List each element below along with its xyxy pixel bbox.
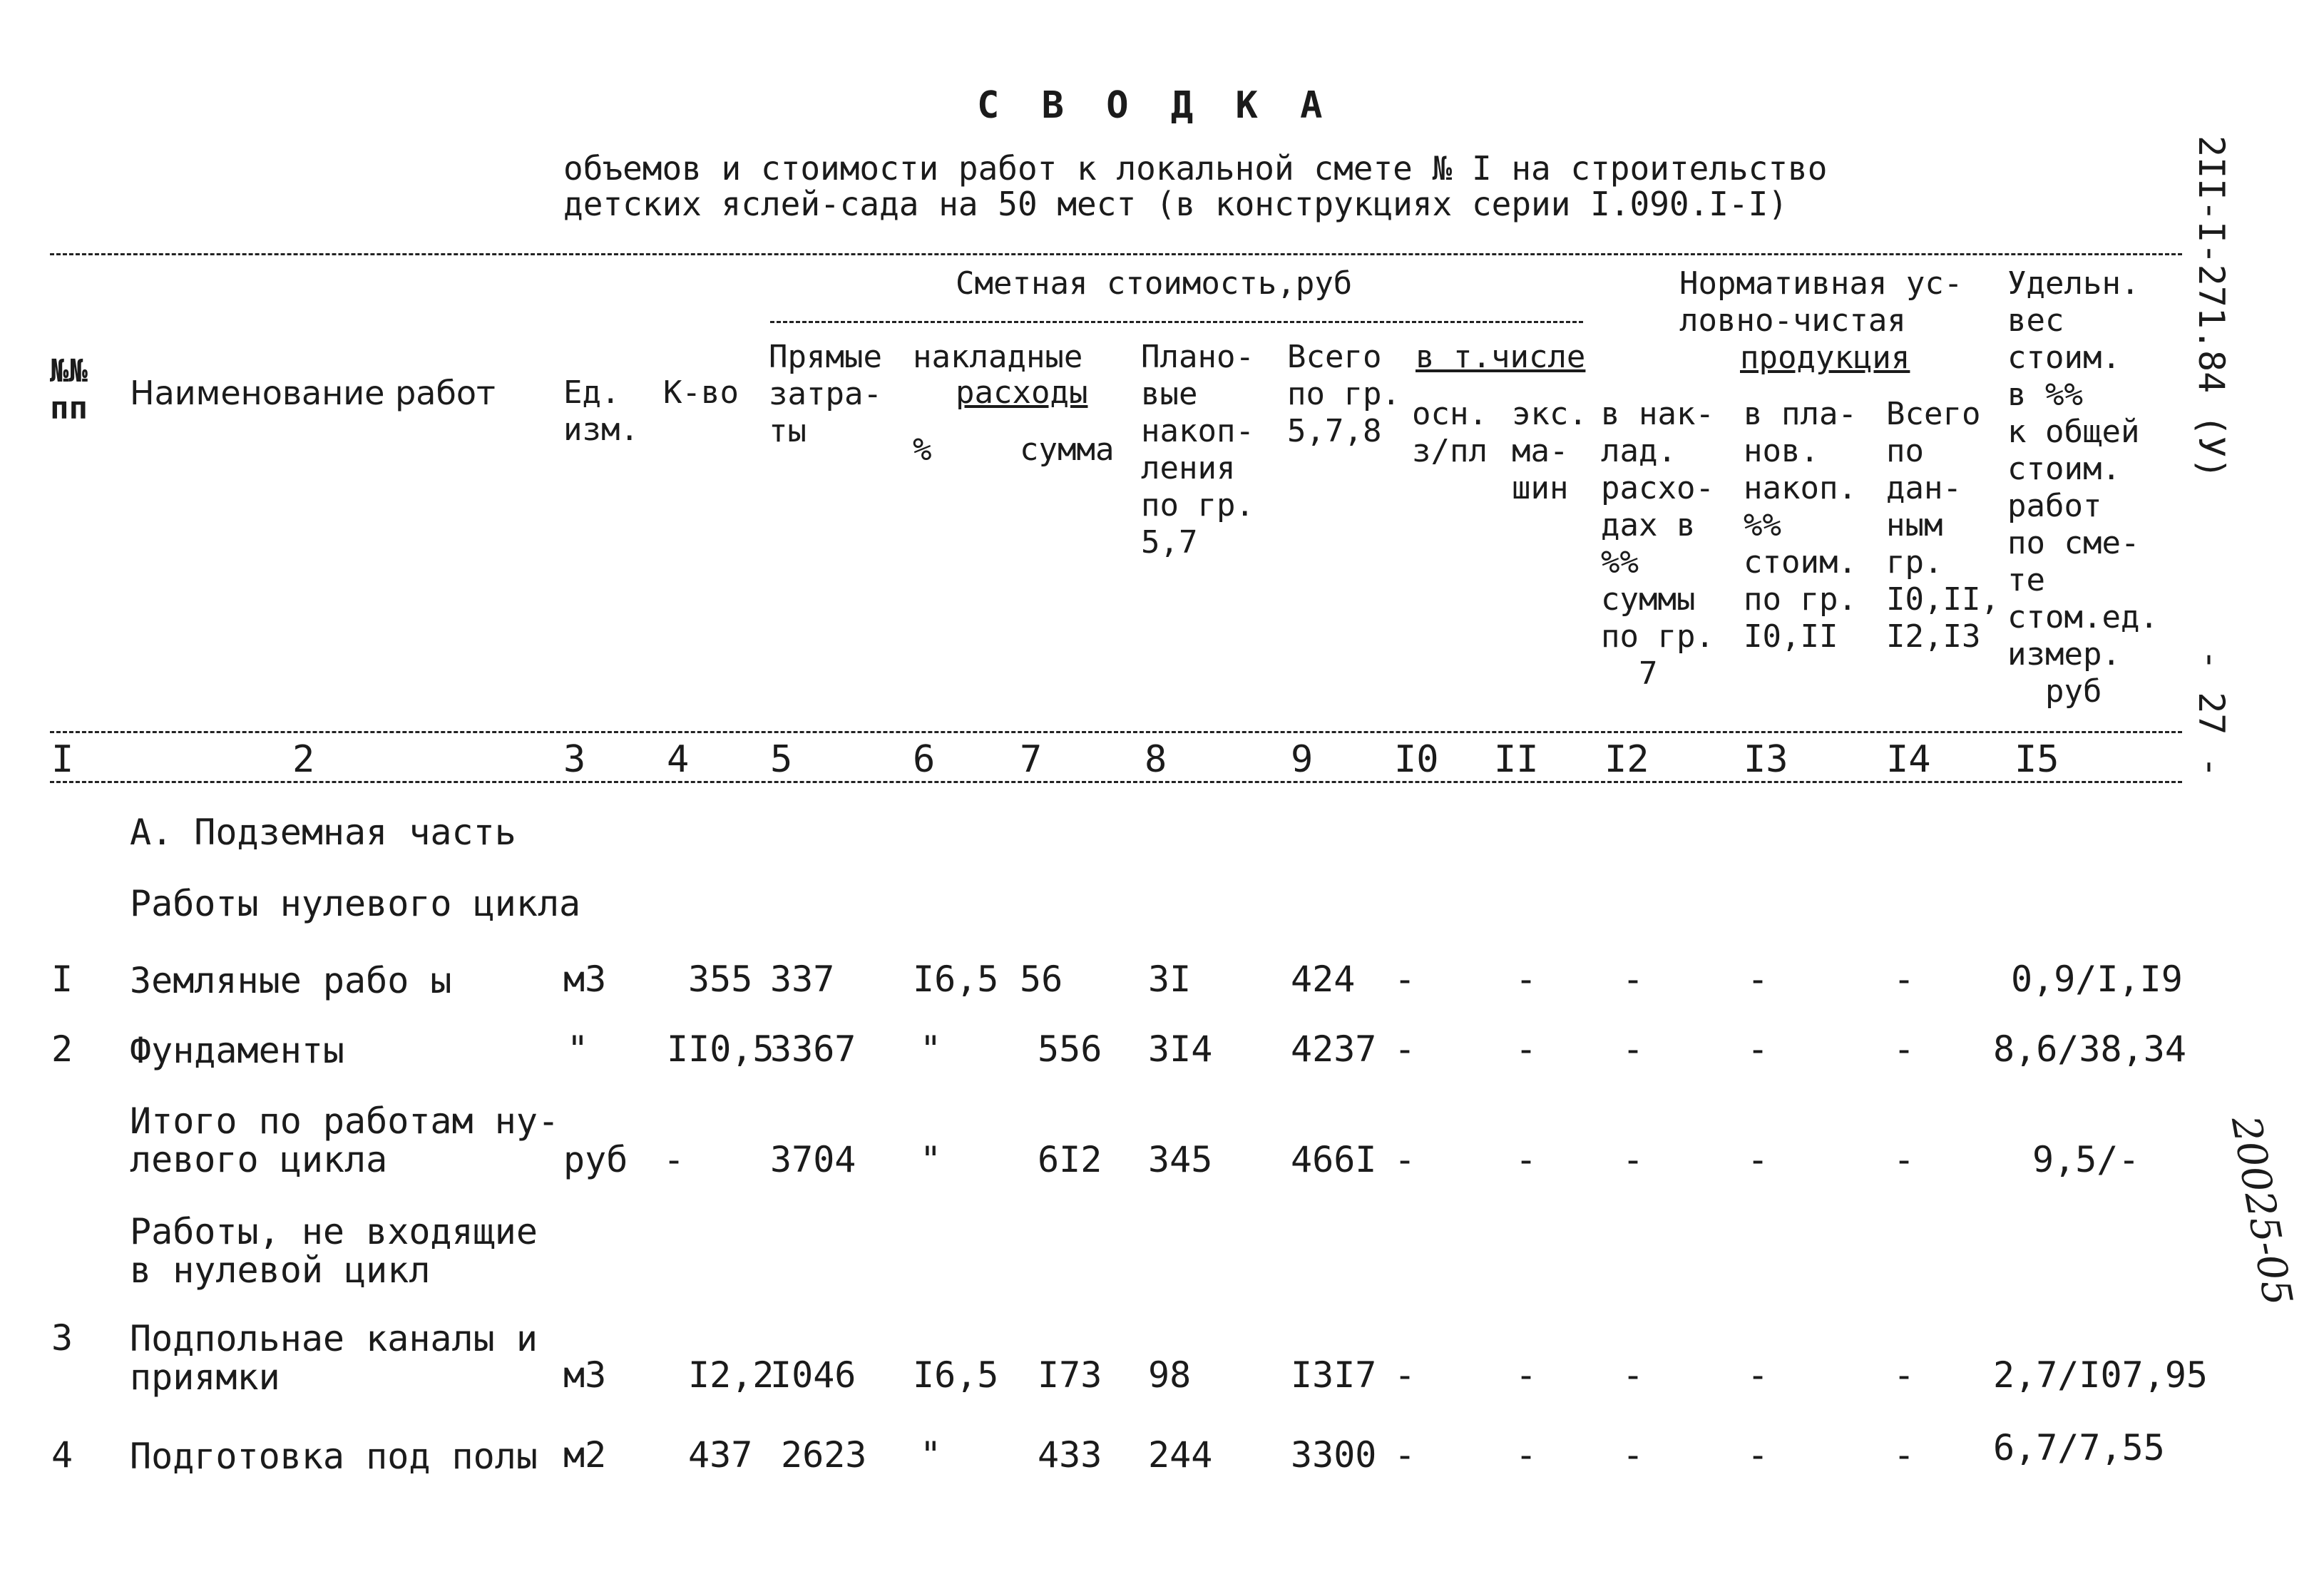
row-c14: - <box>1893 1139 1915 1180</box>
column-number: I3 <box>1744 738 1788 781</box>
row-name: Земляные рабо ы <box>130 960 452 1001</box>
column-number: 8 <box>1145 738 1167 781</box>
row-unit: руб <box>563 1139 628 1180</box>
row-c11: - <box>1515 1434 1537 1476</box>
cost-group-rule <box>770 321 1583 323</box>
row-c13: - <box>1747 959 1769 1000</box>
column-number: 3 <box>563 738 586 781</box>
row-qty: - <box>663 1139 685 1180</box>
column-number: I4 <box>1886 738 1931 781</box>
stamp-number: 20025-05 <box>2221 1113 2301 1309</box>
row-pct: " <box>920 1028 942 1070</box>
column-number: I0 <box>1394 738 1439 781</box>
row-name: Подготовка под полы <box>130 1436 538 1477</box>
row-total: 424 <box>1291 959 1356 1000</box>
row-sum: 56 <box>1020 959 1063 1000</box>
row-c12: - <box>1622 1434 1644 1476</box>
row-c10: - <box>1394 1434 1416 1476</box>
colnum-bottom-rule <box>50 781 2182 783</box>
row-c13: - <box>1747 1434 1769 1476</box>
header-col14: Всего по дан- ным гр. I0,II, I2,I3 <box>1886 396 2000 655</box>
row-unit: м3 <box>563 1354 607 1396</box>
section-heading: А. Подземная часть <box>130 812 516 853</box>
header-col3: Ед. изм. <box>563 374 639 448</box>
row-pct: I6,5 <box>913 959 999 1000</box>
side-code: 2II-I-271.84 (У) <box>2191 136 2232 479</box>
row-c14: - <box>1893 1028 1915 1070</box>
document-subtitle-line2: детских яслей-сада на 50 мест (в конструкциях серии I.090.I-I) <box>563 185 1788 223</box>
header-col1: №№ пп <box>50 353 88 426</box>
header-col6-7-under: расходы <box>956 374 1088 411</box>
header-col10-11-group: в т.числе <box>1416 339 1586 375</box>
row-plan: 3I4 <box>1148 1028 1213 1070</box>
row-pct: I6,5 <box>913 1354 999 1396</box>
header-col13: в пла- нов. накоп. %% стоим. по гр. I0,II <box>1744 396 1857 655</box>
header-normative-group: Нормативная ус- ловно-чистая <box>1679 265 1963 339</box>
row-c13: - <box>1747 1139 1769 1180</box>
row-sum: 433 <box>1038 1434 1102 1476</box>
document-subtitle-line1: объемов и стоимости работ к локальной смете № I на строительство <box>563 149 1828 188</box>
row-sum: 556 <box>1038 1028 1102 1070</box>
header-col8: Плано- вые накоп- ления по гр. 5,7 <box>1141 339 1254 561</box>
row-direct: 3367 <box>770 1028 856 1070</box>
row-direct: 337 <box>770 959 835 1000</box>
row-c14: - <box>1893 1354 1915 1396</box>
header-col10: осн. з/пл <box>1412 396 1488 469</box>
column-number: 7 <box>1020 738 1043 781</box>
row-c13: - <box>1747 1028 1769 1070</box>
row-name: Итого по работам ну- левого цикла <box>130 1100 560 1180</box>
row-unit: м3 <box>563 959 607 1000</box>
row-direct: I046 <box>770 1354 856 1396</box>
row-c13: - <box>1747 1354 1769 1396</box>
row-share: 2,7/I07,95 <box>1993 1354 2208 1396</box>
header-col15: Удельн. вес стоим. в %% к общей стоим. работ по сме- те <box>2007 265 2140 598</box>
row-c11: - <box>1515 959 1537 1000</box>
header-col6: % <box>913 431 932 468</box>
row-number: 4 <box>51 1434 73 1476</box>
header-normative-under: продукция <box>1740 339 1910 376</box>
row-number: I <box>51 959 73 1000</box>
row-direct: 2623 <box>781 1434 867 1476</box>
column-number: II <box>1494 738 1539 781</box>
header-col12: в нак- лад. расхо- дах в %% суммы по гр. 7 <box>1601 396 1714 692</box>
header-cost-group: Сметная стоимость,руб <box>956 265 1353 302</box>
column-number: 9 <box>1291 738 1314 781</box>
column-number: 2 <box>292 738 315 781</box>
page-mark: - 27 - <box>2191 649 2232 778</box>
row-c10: - <box>1394 959 1416 1000</box>
column-number: 6 <box>913 738 936 781</box>
row-qty: II0,5 <box>667 1028 774 1070</box>
section-heading: Работы нулевого цикла <box>130 883 581 924</box>
document-title: С В О Д К А <box>977 84 1333 127</box>
row-c14: - <box>1893 1434 1915 1476</box>
row-qty: 355 <box>688 959 753 1000</box>
row-plan: 345 <box>1148 1139 1213 1180</box>
header-col7: сумма <box>1020 431 1115 468</box>
row-unit: " <box>567 1028 589 1070</box>
row-c10: - <box>1394 1139 1416 1180</box>
row-qty: 437 <box>688 1434 753 1476</box>
column-number: 5 <box>770 738 793 781</box>
row-c12: - <box>1622 1139 1644 1180</box>
row-unit: м2 <box>563 1434 607 1476</box>
row-plan: 3I <box>1148 959 1192 1000</box>
row-c12: - <box>1622 1354 1644 1396</box>
row-pct: " <box>920 1434 942 1476</box>
row-c12: - <box>1622 1028 1644 1070</box>
row-c11: - <box>1515 1354 1537 1396</box>
row-plan: 244 <box>1148 1434 1213 1476</box>
header-col5: Прямые затра- ты <box>769 339 882 449</box>
row-name: Фундаменты <box>130 1030 345 1071</box>
row-total: 3300 <box>1291 1434 1377 1476</box>
row-c12: - <box>1622 959 1644 1000</box>
row-share: 9,5/- <box>2032 1139 2140 1180</box>
header-col15-tail: стом.ед. измер. руб <box>2007 599 2159 710</box>
row-direct: 3704 <box>770 1139 856 1180</box>
row-pct: " <box>920 1139 942 1180</box>
row-c10: - <box>1394 1028 1416 1070</box>
column-number: 4 <box>667 738 690 781</box>
header-col4: К-во <box>663 374 739 411</box>
section-heading: Работы, не входящие в нулевой цикл <box>130 1211 538 1291</box>
column-number: I5 <box>2015 738 2059 781</box>
row-total: 4237 <box>1291 1028 1377 1070</box>
column-number: I2 <box>1604 738 1649 781</box>
row-share: 0,9/I,I9 <box>2011 959 2183 1000</box>
row-number: 3 <box>51 1317 73 1359</box>
row-number: 2 <box>51 1028 73 1070</box>
header-bottom-rule <box>50 731 2182 733</box>
row-qty: I2,2 <box>688 1354 774 1396</box>
header-top-rule <box>50 253 2182 255</box>
header-col2: Наименование работ <box>130 374 496 412</box>
row-total: I3I7 <box>1291 1354 1377 1396</box>
header-col11: экс. ма- шин <box>1512 396 1587 506</box>
row-c10: - <box>1394 1354 1416 1396</box>
header-col9: Всего по гр. 5,7,8 <box>1287 339 1401 449</box>
column-number: I <box>51 738 74 781</box>
row-sum: I73 <box>1038 1354 1102 1396</box>
row-plan: 98 <box>1148 1354 1192 1396</box>
row-total: 466I <box>1291 1139 1377 1180</box>
row-c11: - <box>1515 1139 1537 1180</box>
row-share: 6,7/7,55 <box>1993 1427 2165 1468</box>
row-name: Подпольнае каналы и приямки <box>130 1318 538 1398</box>
row-c14: - <box>1893 959 1915 1000</box>
row-c11: - <box>1515 1028 1537 1070</box>
row-sum: 6I2 <box>1038 1139 1102 1180</box>
header-col6-7-group: накладные <box>913 339 1083 375</box>
row-share: 8,6/38,34 <box>1993 1028 2186 1070</box>
